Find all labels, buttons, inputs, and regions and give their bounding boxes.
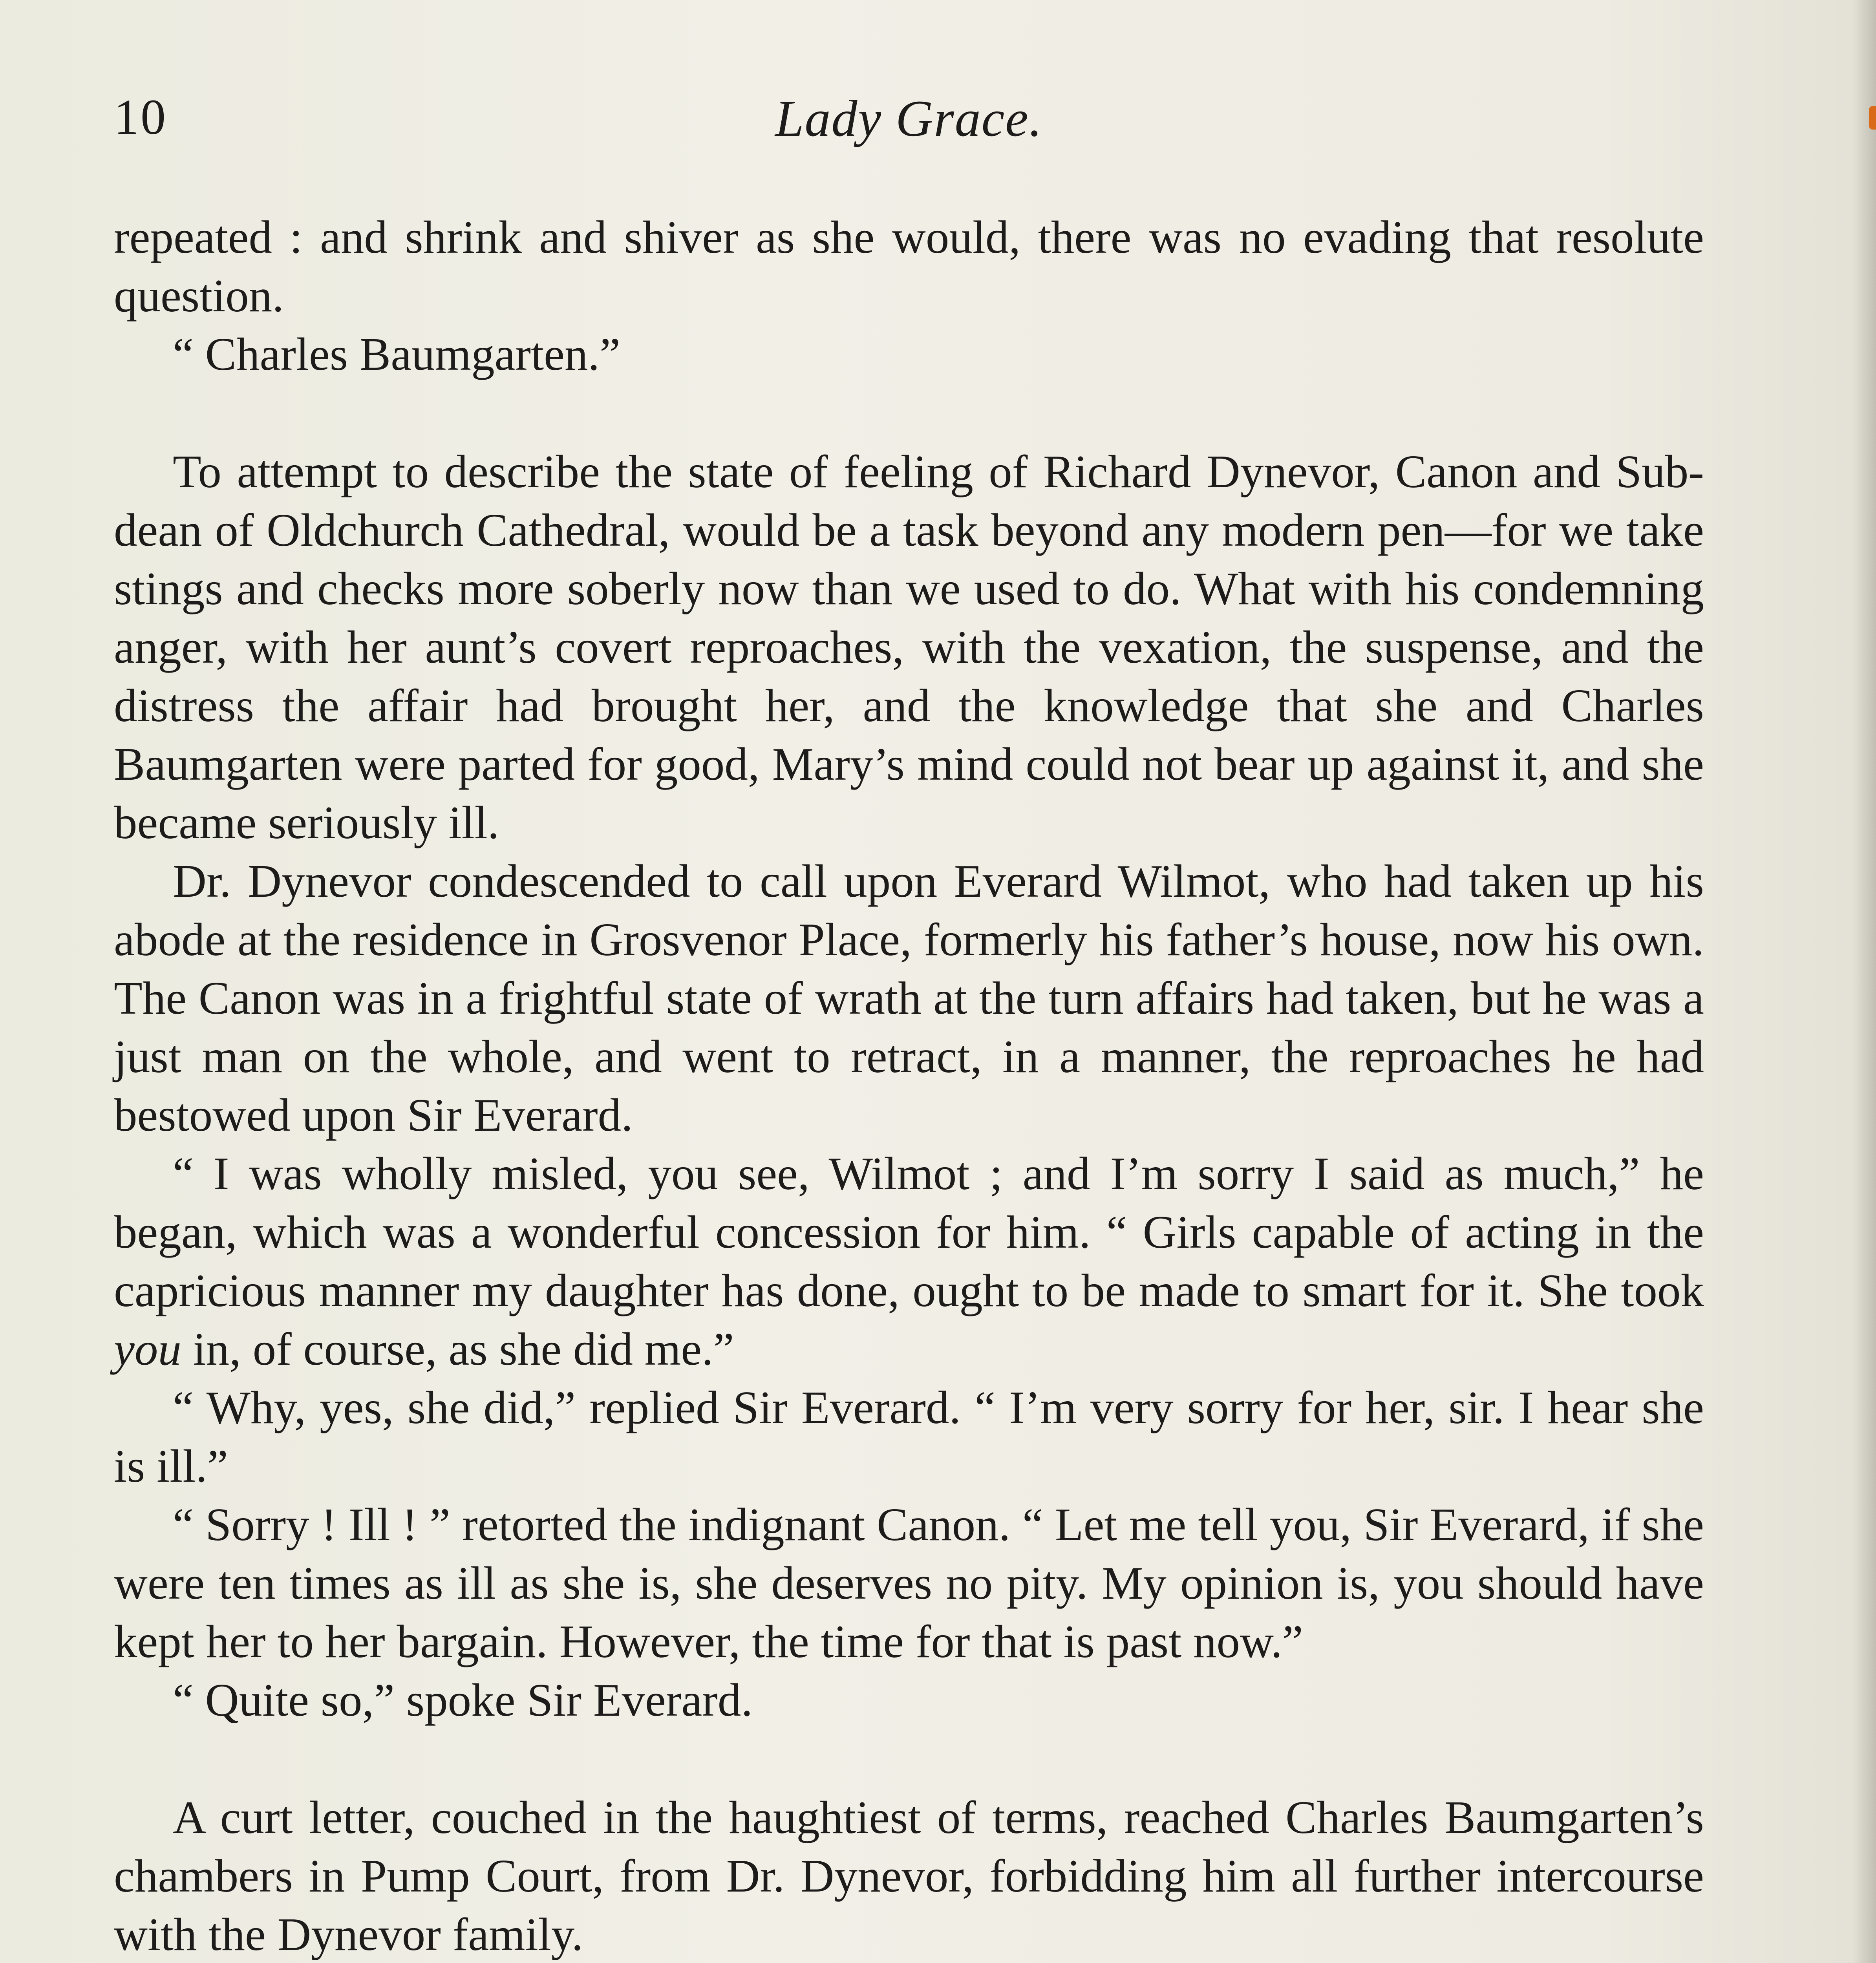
page-number: 10 <box>114 89 167 145</box>
page-header <box>114 88 1704 151</box>
page-tab-marker <box>1869 106 1876 130</box>
running-title: Lady Grace. <box>775 90 1043 147</box>
paragraph: repeated : and shrink and shiver as she would, there was no evading that resolute question. <box>114 211 1704 322</box>
paragraph: A curt letter, couched in the haughtiest of terms, reached Charles Baumgarten’s chambers in Pump Court, from Dr. Dynevor, forbidding him all further intercourse with the Dynevor family. <box>114 1791 1704 1960</box>
paragraph: “ Quite so,” spoke Sir Everard. <box>173 1674 753 1726</box>
body-text <box>114 208 1704 1963</box>
text-run: “ I was wholly misled, you see, Wilmot ; and I’m sorry I said as much,” he began, which was a wonderful concession for him. “ Girls capable of acting in the capricious manner my daughter has done, ought to be made to smart for it. She took <box>114 1148 1704 1316</box>
text-run: in, of course, as she did me.” <box>181 1323 734 1375</box>
paragraph: “ Sorry ! Ill ! ” retorted the indignant Canon. “ Let me tell you, Sir Everard, if she were ten times as ill as she is, she deserves no pity. My opinion is, you should have kept her to her bargain. However, the time for that is past now.” <box>114 1499 1704 1667</box>
paragraph: Dr. Dynevor condescended to call upon Everard Wilmot, who had taken up his abode at the residence in Grosvenor Place, formerly his father’s house, now his own. The Canon was in a frightful state of wrath at the turn affairs had taken, but he was a just man on the whole, and went to retract, in a manner, the reproaches he had bestowed upon Sir Everard. <box>114 855 1704 1141</box>
paragraph <box>114 1144 1704 1378</box>
paragraph: “ Charles Baumgarten.” <box>173 328 620 380</box>
paragraph: To attempt to describe the state of feeling of Richard Dynevor, Canon and Sub-dean of Oldchurch Cathedral, would be a task beyond any modern pen—for we take stings and checks more soberly now than we used to do. What with his condemning anger, with her aunt’s covert reproaches, with the vexation, the suspense, and the distress the affair had brought her, and the knowledge that she and Charles Baumgarten were parted for good, Mary’s mind could not bear up against it, and she became seriously ill. <box>114 446 1704 848</box>
page-edge-shadow <box>1852 0 1876 1963</box>
paragraph: “ Why, yes, she did,” replied Sir Everard. “ I’m very sorry for her, sir. I hear she is ill.” <box>114 1382 1704 1492</box>
emphasis: you <box>114 1323 181 1375</box>
